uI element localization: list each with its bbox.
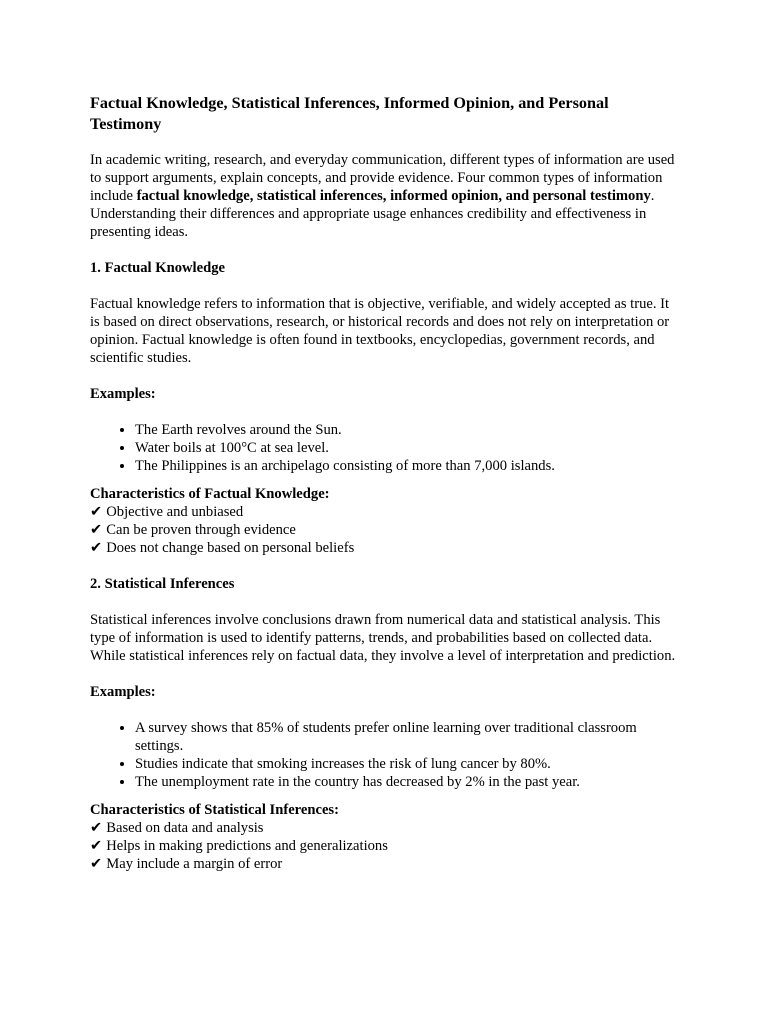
checkmark-icon: ✔ [90, 504, 103, 520]
checkmark-icon: ✔ [90, 856, 103, 872]
list-item: • The Philippines is an archipelago consisting of more than 7,000 islands. [135, 457, 680, 475]
list-item: • Studies indicate that smoking increases the risk of lung cancer by 80%. [135, 755, 680, 773]
section-heading-factual-knowledge: 1. Factual Knowledge [90, 260, 225, 276]
section-heading-statistical-inferences: 2. Statistical Inferences [90, 576, 235, 592]
list-item: • Water boils at 100°C at sea level. [135, 439, 680, 457]
examples-list-statistical-inferences [90, 719, 680, 791]
section-body-factual-knowledge: Factual knowledge refers to information that is objective, verifiable, and widely accepted as true. It is based on direct observations, research, or historical records and does not rely on interpretation or opinion. Factual knowledge is often found in textbooks, encyclopedias, government records, and scientific studies. [90, 296, 670, 366]
characteristic-text: Can be proven through evidence [106, 522, 296, 538]
checkmark-icon: ✔ [90, 540, 103, 556]
characteristics-title: Characteristics of Statistical Inferences: [90, 802, 339, 818]
characteristics-factual-knowledge [90, 485, 680, 557]
intro-text-start: In academic writing, research, and everyday communication, different types of information are used to support arguments, explain concepts, and provide evidence. Four common types of information include [90, 152, 675, 204]
list-item: • The unemployment rate in the country has decreased by 2% in the past year. [135, 773, 680, 791]
characteristic-line [90, 539, 680, 557]
checkmark-icon: ✔ [90, 820, 103, 836]
characteristic-text: Based on data and analysis [106, 820, 264, 836]
list-item: • A survey shows that 85% of students prefer online learning over traditional classroom settings. [135, 719, 680, 755]
checkmark-icon: ✔ [90, 522, 103, 538]
characteristic-line [90, 503, 680, 521]
characteristic-line [90, 855, 680, 873]
checkmark-icon: ✔ [90, 838, 103, 854]
intro-text-bold: factual knowledge, statistical inferences, informed opinion, and personal testimony [136, 188, 651, 204]
section-body-statistical-inferences: Statistical inferences involve conclusions drawn from numerical data and statistical analysis. This type of information is used to identify patterns, trends, and probabilities based on collected data. While statistical inferences rely on factual data, they involve a level of interpretation and prediction. [90, 612, 676, 664]
examples-label: Examples: [90, 684, 156, 700]
characteristic-line [90, 819, 680, 837]
document-content [90, 93, 680, 891]
document-title: Factual Knowledge, Statistical Inferences, Informed Opinion, and Personal Testimony [90, 94, 609, 133]
characteristic-line [90, 837, 680, 855]
examples-label: Examples: [90, 386, 156, 402]
characteristic-text: May include a margin of error [106, 856, 283, 872]
intro-text-end: . Understanding their differences and appropriate usage enhances credibility and effectiveness in presenting ideas. [90, 188, 655, 240]
characteristics-title: Characteristics of Factual Knowledge: [90, 486, 330, 502]
characteristics-statistical-inferences [90, 801, 680, 873]
characteristic-line [90, 521, 680, 539]
intro-paragraph [90, 151, 680, 241]
characteristic-text: Helps in making predictions and generalizations [106, 838, 388, 854]
characteristic-text: Objective and unbiased [106, 504, 244, 520]
examples-list-factual-knowledge [90, 421, 680, 475]
list-item: • The Earth revolves around the Sun. [135, 421, 680, 439]
characteristic-text: Does not change based on personal beliefs [106, 540, 355, 556]
